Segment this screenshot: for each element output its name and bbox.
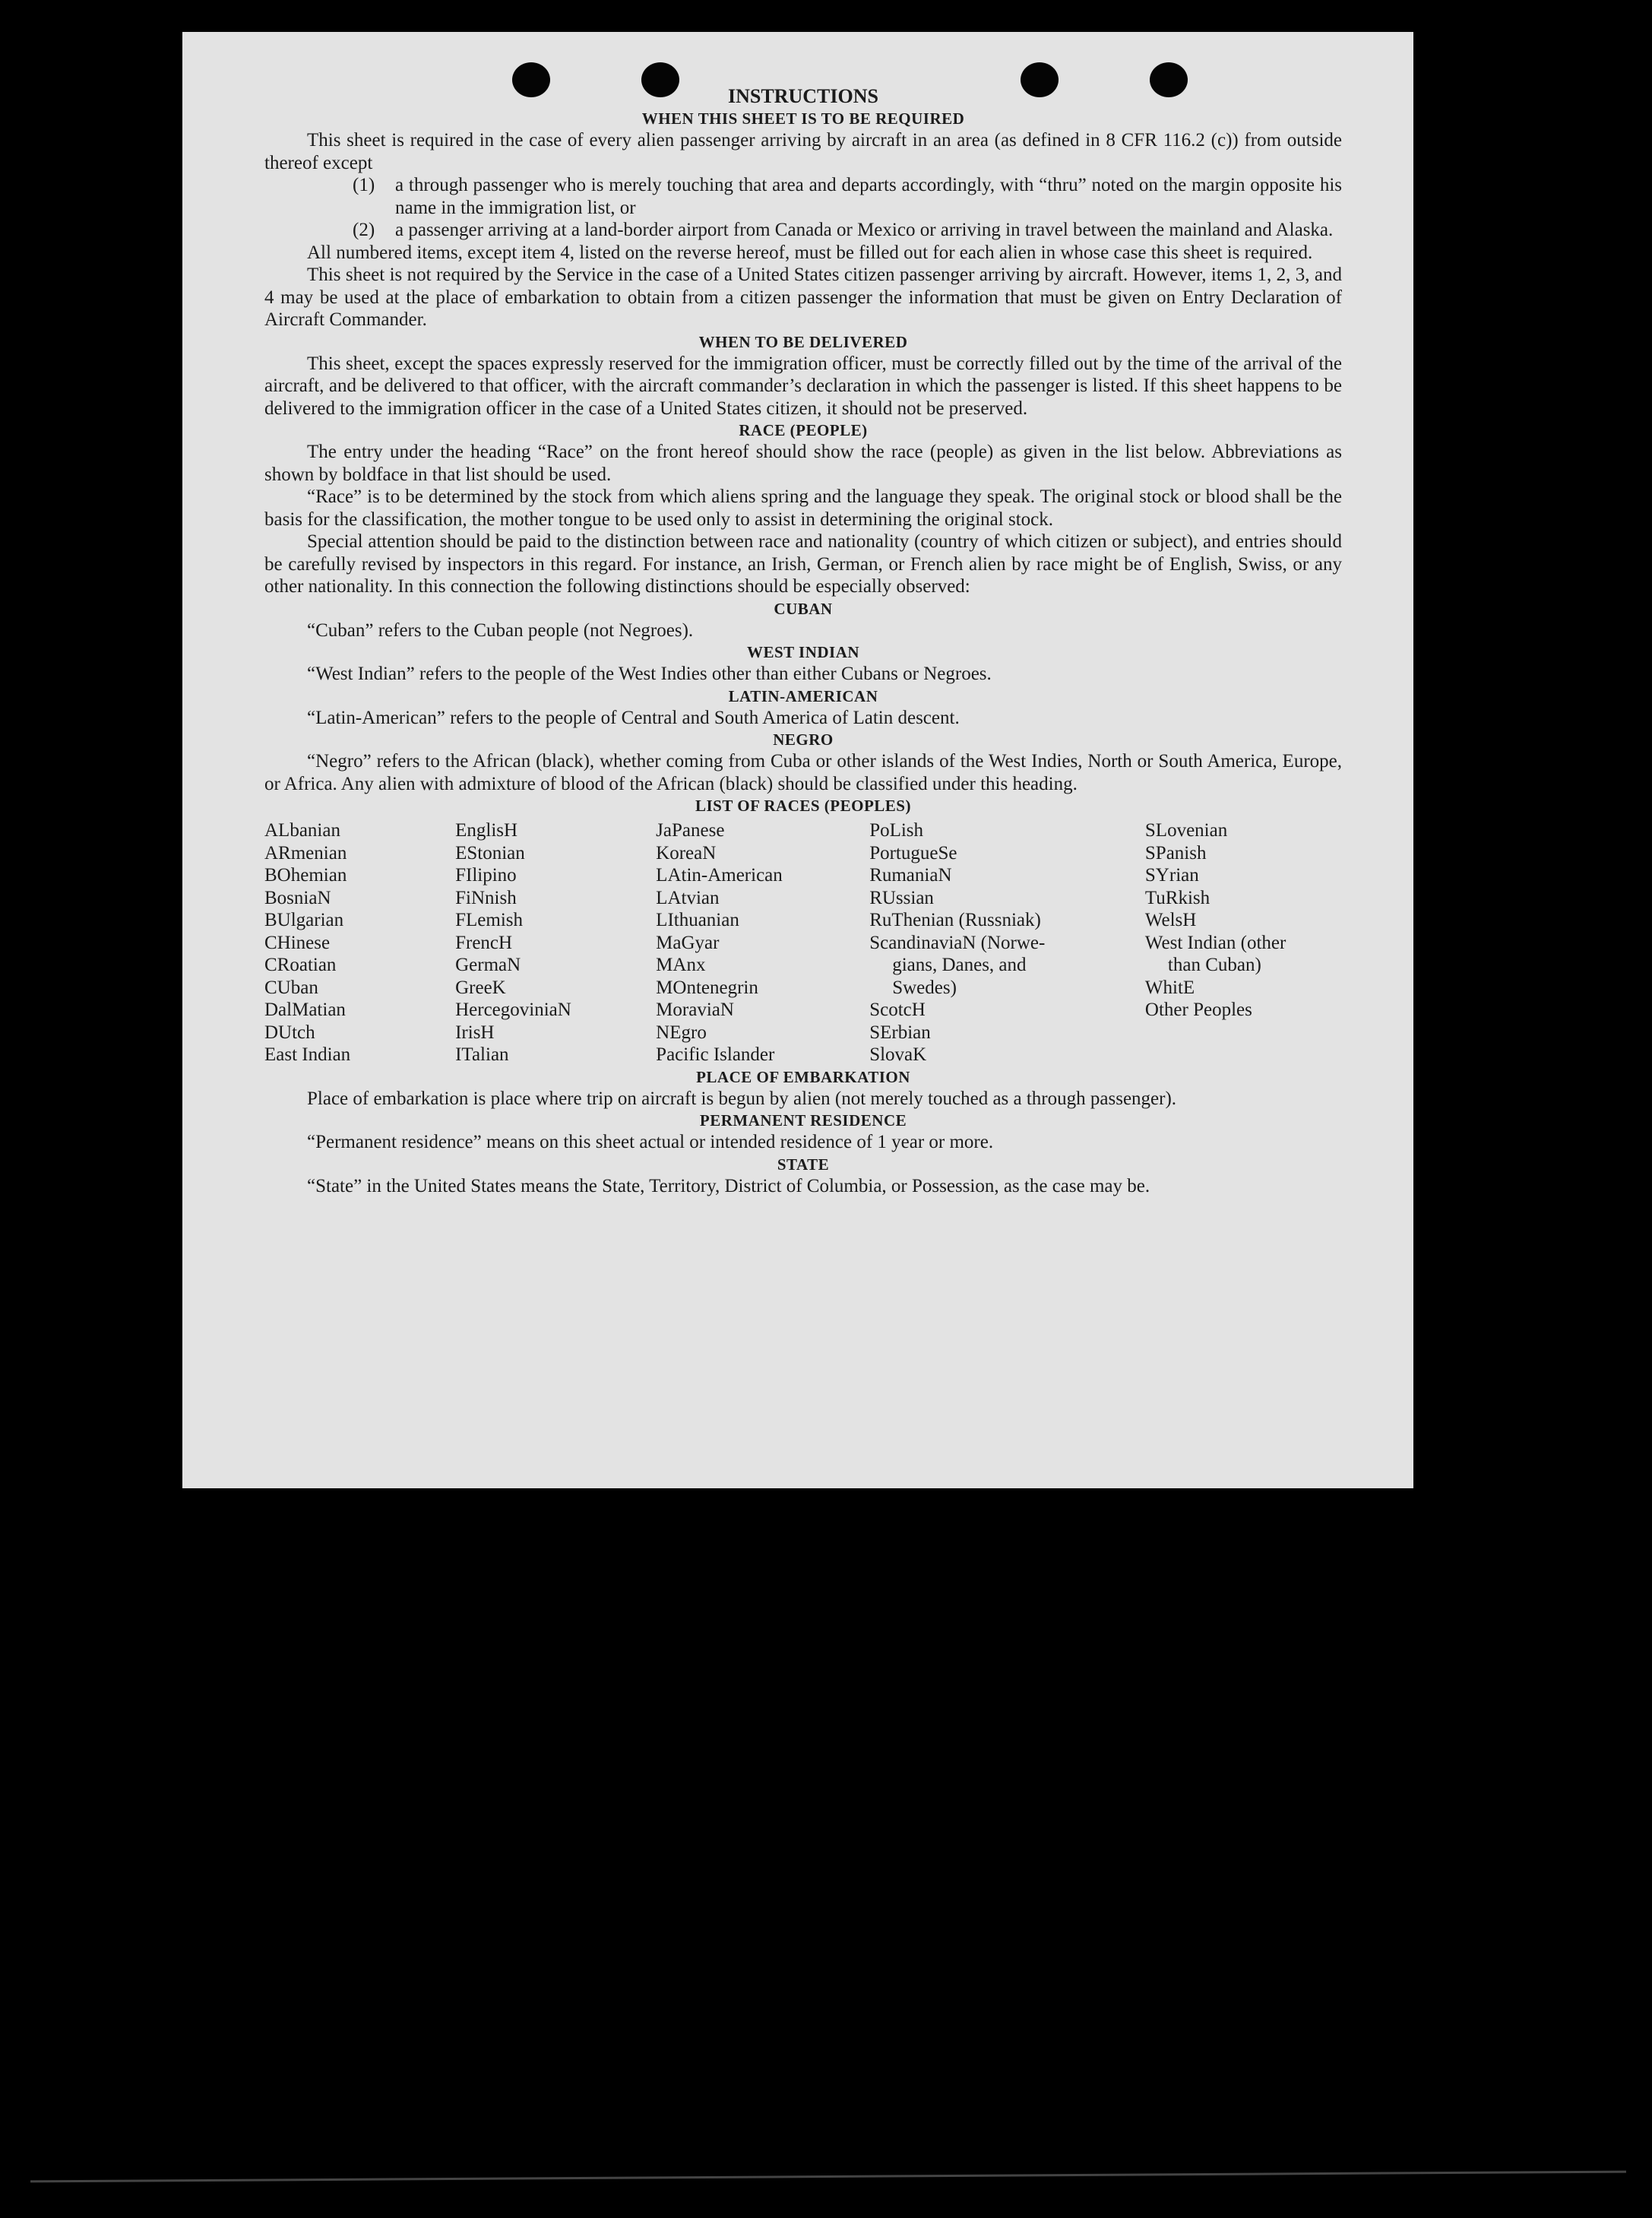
race-item: WelsH (1144, 910, 1197, 930)
race-item: MaGyar (656, 932, 720, 953)
list-item: (1) a through passenger who is merely touching that area and departs accordingly, with “thru” noted on the margin opposite his name in the immigration list, or (353, 175, 1342, 218)
race-item: ARmenian (264, 842, 347, 863)
race-item: Pacific Islander (656, 1044, 775, 1065)
race-item: WhitE (1144, 977, 1195, 998)
paragraph: “Negro” refers to the African (black), whether coming from Cuba or other islands of the West Indies, North or South America, Europe, or Africa. Any alien with admixture of blood of the African (black) should be classified under this heading. (264, 751, 1342, 794)
section-heading-cuban: CUBAN (774, 599, 833, 618)
race-item: BUlgarian (264, 910, 344, 930)
race-item: NEgro (656, 1022, 707, 1043)
race-item: than Cuban) (1167, 955, 1261, 975)
section-heading-state: STATE (777, 1155, 830, 1174)
section-heading-race: RACE (PEOPLE) (739, 421, 868, 439)
race-item: RuThenian (Russniak) (869, 910, 1041, 930)
race-item: FiNnish (455, 887, 517, 908)
race-item: Swedes) (892, 977, 957, 998)
page-title: INSTRUCTIONS (728, 85, 878, 107)
race-item: DUtch (264, 1022, 315, 1043)
race-item: EStonian (455, 842, 525, 863)
race-item: East Indian (264, 1044, 351, 1065)
race-item: FIlipino (455, 865, 517, 886)
paragraph: Special attention should be paid to the distinction between race and nationality (country of which citizen or subject), and entries should be carefully revised by inspectors in this regard. For instance, an Irish, German, or French alien by race might be of English, Swiss, or any other nationality. In this connection the following distinctions should be especially observed: (264, 531, 1342, 597)
punch-hole (512, 62, 550, 97)
race-item: Other Peoples (1144, 1000, 1252, 1020)
paragraph: This sheet is not required by the Service in the case of a United States citizen passenger arriving by aircraft. However, items 1, 2, 3, and 4 may be used at the place of embarkation to obtain from a citizen passenger the information that must be given on Entry Declaration of Aircraft Commander. (264, 265, 1342, 330)
race-item: KoreaN (656, 842, 717, 863)
race-item: SlovaK (869, 1044, 927, 1065)
race-item: EnglisH (455, 820, 518, 841)
races-column-3 (656, 819, 869, 1066)
paragraph: Place of embarkation is place where trip on aircraft is begun by alien (not merely touched as a through passenger). (307, 1088, 1177, 1109)
scan-edge-line (30, 2171, 1626, 2183)
punch-hole (1150, 62, 1188, 97)
race-item: MOntenegrin (656, 977, 758, 998)
paragraph: “State” in the United States means the State, Territory, District of Columbia, or Possession, as the case may be. (307, 1175, 1150, 1196)
punch-hole (1021, 62, 1059, 97)
paragraph: All numbered items, except item 4, listed on the reverse hereof, must be filled out for each alien in whose case this sheet is required. (307, 242, 1313, 263)
document-sheet (182, 32, 1413, 1488)
race-item: DalMatian (264, 1000, 346, 1020)
race-item: SPanish (1144, 842, 1207, 863)
paragraph: “Cuban” refers to the Cuban people (not Negroes). (307, 619, 694, 641)
paragraph: “West Indian” refers to the people of the West Indies other than either Cubans or Negroes. (307, 664, 992, 684)
section-heading-delivered: WHEN TO BE DELIVERED (698, 332, 908, 351)
race-item: GreeK (455, 977, 506, 998)
races-column-1 (264, 819, 455, 1066)
paragraph: This sheet, except the spaces expressly reserved for the immigration officer, must be correctly filled out by the time of the arrival of the aircraft, and be delivered to that officer, with the aircraft commander’s declaration in which the passenger is listed. If this sheet happens to be delivered to the immigration officer in the case of a United States citizen, it should not be preserved. (264, 353, 1342, 419)
paragraph: “Permanent residence” means on this sheet actual or intended residence of 1 year or more. (307, 1132, 994, 1152)
races-column-5 (1145, 819, 1342, 1066)
race-item: CHinese (264, 932, 331, 953)
race-item: SErbian (869, 1022, 931, 1043)
races-column-4 (869, 819, 1145, 1066)
section-heading-negro: NEGRO (773, 730, 834, 749)
paragraph: The entry under the heading “Race” on the front hereof should show the race (people) as given in the list below. Abbreviations as shown by boldface in that list should be used. (264, 442, 1342, 485)
races-list (264, 819, 1342, 1066)
race-item: LIthuanian (656, 910, 739, 930)
race-item: FrencH (455, 932, 513, 953)
race-item: IrisH (455, 1022, 495, 1043)
section-heading-embarkation: PLACE OF EMBARKATION (696, 1067, 910, 1086)
section-heading-latin-american: LATIN-AMERICAN (728, 686, 878, 705)
race-item: LAtvian (656, 887, 720, 908)
race-item: TuRkish (1144, 887, 1211, 908)
race-item: FLemish (455, 910, 524, 930)
list-item: (2) a passenger arriving at a land-border airport from Canada or Mexico or arriving in travel between the mainland and Alaska. (353, 220, 1334, 240)
race-item: West Indian (other (1144, 932, 1286, 953)
race-item: ITalian (455, 1044, 509, 1065)
paragraph: “Latin-American” refers to the people of Central and South America of Latin descent. (307, 707, 960, 728)
race-item: gians, Danes, and (892, 955, 1027, 975)
race-item: MAnx (656, 955, 706, 975)
race-item: MoraviaN (656, 1000, 734, 1020)
race-item: CRoatian (264, 955, 337, 975)
punch-hole (641, 62, 679, 97)
race-item: ScandinaviaN (Norwe- (869, 932, 1046, 953)
race-item: ScotcH (869, 1000, 926, 1020)
race-item: LAtin-American (656, 865, 783, 886)
race-item: ALbanian (264, 820, 340, 841)
race-item: RUssian (869, 887, 934, 908)
race-item: RumaniaN (869, 865, 952, 886)
race-item: HercegoviniaN (455, 1000, 571, 1020)
race-item: JaPanese (656, 820, 725, 841)
race-item: PortugueSe (869, 842, 957, 863)
race-item: BOhemian (264, 865, 347, 886)
section-heading-required: WHEN THIS SHEET IS TO BE REQUIRED (641, 109, 965, 128)
race-item: SYrian (1144, 865, 1199, 886)
race-item: SLovenian (1144, 820, 1228, 841)
races-column-2 (455, 819, 656, 1066)
race-item: CUban (264, 977, 318, 998)
section-heading-races: LIST OF RACES (PEOPLES) (695, 797, 911, 815)
section-heading-west-indian: WEST INDIAN (746, 643, 860, 661)
race-item: GermaN (455, 955, 521, 975)
race-item: PoLish (869, 820, 924, 841)
race-item: BosniaN (264, 887, 331, 908)
paragraph: This sheet is required in the case of every alien passenger arriving by aircraft in an area (as defined in 8 CFR 116.2 (c)) from outside thereof except (264, 130, 1342, 173)
section-heading-residence: PERMANENT RESIDENCE (699, 1111, 907, 1130)
paragraph: “Race” is to be determined by the stock from which aliens spring and the language they speak. The original stock or blood shall be the basis for the classification, the mother tongue to be used only to assist in determining the original stock. (264, 486, 1342, 530)
